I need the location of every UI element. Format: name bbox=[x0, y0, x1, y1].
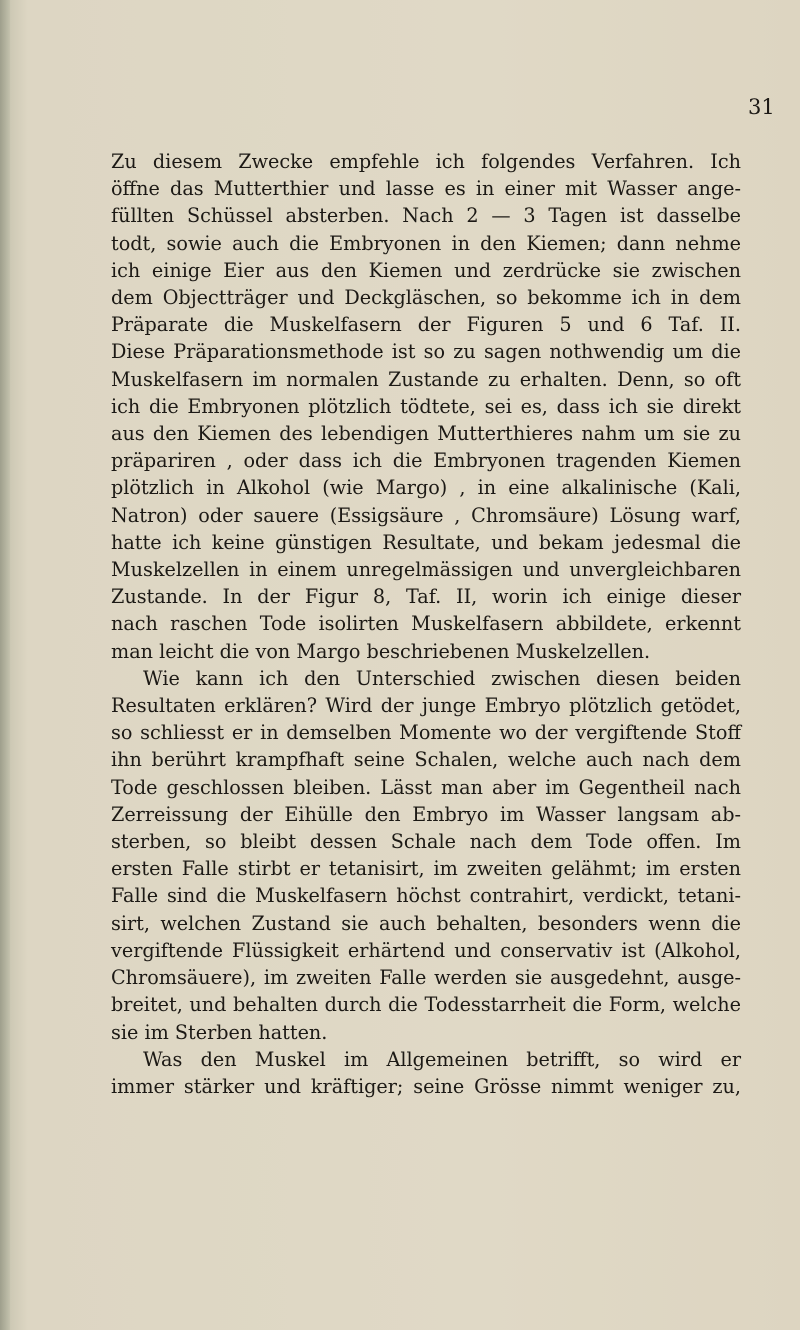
text-line: sterben, so bleibt dessen Schale nach dem Tode offen. Im bbox=[111, 830, 741, 854]
text-line: präpariren , oder dass ich die Embryonen tragenden Kiemen bbox=[111, 449, 741, 473]
text-line: plötzlich in Alkohol (wie Margo) , in eine alkalinische (Kali, bbox=[111, 476, 741, 500]
text-line: aus den Kiemen des lebendigen Mutterthieres nahm um sie zu bbox=[111, 422, 741, 446]
text-line: Chromsäuere), im zweiten Falle werden sie ausgedehnt, ausge- bbox=[111, 966, 741, 990]
text-line: ich die Embryonen plötzlich tödtete, sei es, dass ich sie direkt bbox=[111, 394, 741, 418]
text-line: Zu diesem Zwecke empfehle ich folgendes Verfahren. Ich bbox=[111, 150, 741, 173]
text-line: Wie kann ich den Unterschied zwischen diesen beiden bbox=[143, 666, 741, 690]
text-line: ich einige Eier aus den Kiemen und zerdrücke sie zwischen bbox=[111, 258, 741, 282]
text-line: Resultaten erklären? Wird der junge Embryo plötzlich getödet, bbox=[111, 694, 741, 718]
text-line: Diese Präparationsmethode ist so zu sagen nothwendig um die bbox=[111, 340, 741, 364]
text-line: hatte ich keine günstigen Resultate, und bekam jedesmal die bbox=[111, 530, 741, 554]
text-line: füllten Schüssel absterben. Nach 2 — 3 Tagen ist dasselbe bbox=[111, 204, 741, 228]
text-line: nach raschen Tode isolirten Muskelfasern abbildete, erkennt bbox=[111, 612, 741, 636]
text-line: breitet, und behalten durch die Todesstarrheit die Form, welche bbox=[111, 993, 741, 1017]
page-binding-edge bbox=[0, 0, 10, 1330]
text-line: ersten Falle stirbt er tetanisirt, im zweiten gelähmt; im ersten bbox=[111, 857, 741, 881]
text-line: Falle sind die Muskelfasern höchst contrahirt, verdickt, tetani- bbox=[111, 884, 741, 908]
text-line: öffne das Mutterthier und lasse es in einer mit Wasser ange- bbox=[111, 177, 741, 201]
text-line: Muskelfasern im normalen Zustande zu erhalten. Denn, so oft bbox=[111, 367, 741, 391]
text-line: todt, sowie auch die Embryonen in den Kiemen; dann nehme bbox=[111, 231, 741, 255]
text-line: Zustande. In der Figur 8, Taf. II, worin ich einige dieser bbox=[111, 585, 741, 609]
page-number: 31 bbox=[748, 95, 775, 119]
text-line: immer stärker und kräftiger; seine Grösse nimmt weniger zu, bbox=[111, 1074, 741, 1098]
text-line: Muskelzellen in einem unregelmässigen und unvergleichbaren bbox=[111, 558, 741, 582]
text-line: sie im Sterben hatten. bbox=[111, 1020, 328, 1044]
body-text bbox=[111, 148, 741, 1100]
text-line: Präparate die Muskelfasern der Figuren 5 und 6 Taf. II. bbox=[111, 313, 741, 337]
text-line: sirt, welchen Zustand sie auch behalten, besonders wenn die bbox=[111, 911, 741, 935]
text-line: Was den Muskel im Allgemeinen betrifft, so wird er bbox=[143, 1047, 741, 1071]
paragraph-3 bbox=[111, 1046, 741, 1100]
text-line: Tode geschlossen bleiben. Lässt man aber im Gegentheil nach bbox=[111, 775, 741, 799]
paragraph-1 bbox=[111, 148, 741, 665]
text-line: man leicht die von Margo beschriebenen Muskelzellen. bbox=[111, 639, 651, 663]
paragraph-2 bbox=[111, 665, 741, 1046]
text-line: Zerreissung der Eihülle den Embryo im Wasser langsam ab- bbox=[111, 802, 741, 826]
text-line: ihn berührt krampfhaft seine Schalen, welche auch nach dem bbox=[111, 748, 741, 772]
text-line: dem Objectträger und Deckgläschen, so bekomme ich in dem bbox=[111, 286, 741, 310]
text-line: Natron) oder sauere (Essigsäure , Chromsäure) Lösung warf, bbox=[111, 503, 741, 527]
text-line: vergiftende Flüssigkeit erhärtend und conservativ ist (Alkohol, bbox=[111, 938, 741, 962]
text-line: so schliesst er in demselben Momente wo der vergiftende Stoff bbox=[111, 721, 741, 745]
